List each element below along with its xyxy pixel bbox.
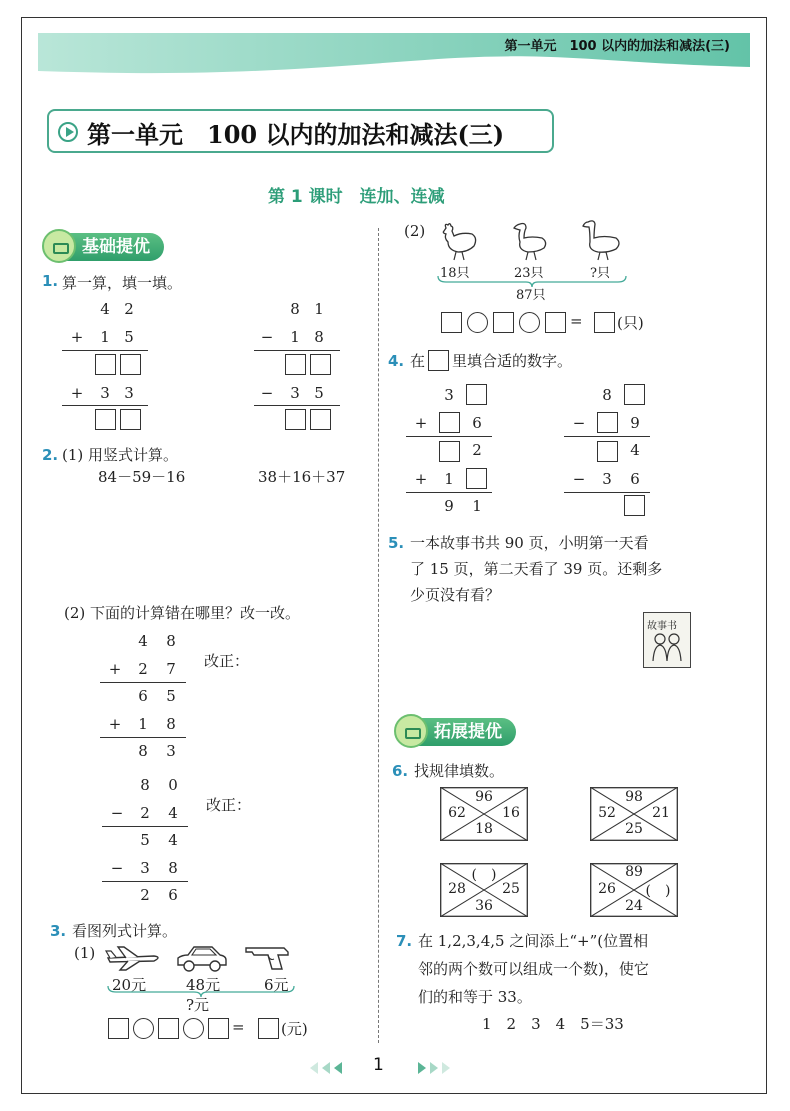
q3-p2-label: (2) (404, 222, 426, 240)
q1-text: 算一算，填一填。 (62, 274, 183, 292)
column-divider (378, 228, 379, 1043)
unit-title-box (47, 109, 554, 153)
q4-number: 4. (388, 352, 405, 370)
storybook-label: 故事书 (647, 621, 677, 632)
pattern-box-1: 96 62 16 18 (440, 787, 528, 841)
price-gun: 6元 (264, 976, 289, 994)
unit-title: 第一单元 100 以内的加法和减法(三) (87, 120, 505, 149)
q2-expr2: 38＋16＋37 (258, 468, 346, 486)
clipboard-icon (42, 229, 76, 263)
answer-box[interactable] (285, 409, 306, 430)
count-duck: 23只 (514, 266, 544, 281)
total-unknown: ?元 (186, 996, 210, 1014)
car-icon (174, 943, 230, 973)
count-chicken: 18只 (440, 266, 470, 281)
airplane-icon (104, 944, 164, 972)
q7-line1: 在 1,2,3,4,5 之间添上“+”(位置相 (418, 932, 649, 950)
q2-part1: (1) 用竖式计算。 (62, 446, 179, 464)
answer-box[interactable] (95, 354, 116, 375)
q3-number: 3. (50, 922, 67, 940)
answer-box[interactable] (120, 409, 141, 430)
lesson-title: 第 1 课时 连加、连减 (268, 187, 445, 207)
duck-icon (508, 220, 552, 262)
blank-box-example (428, 350, 449, 371)
q7-number: 7. (396, 932, 413, 950)
goose-icon (578, 218, 624, 262)
q7-line2: 邻的两个数可以组成一个数)，使它 (418, 960, 649, 978)
q3-text: 看图列式计算。 (72, 922, 178, 940)
q2-number: 2. (42, 446, 59, 464)
price-car: 48元 (186, 976, 221, 994)
q3-p1-label: (1) (74, 944, 96, 962)
q4-text-a: 在 (410, 352, 426, 370)
section-basic-badge: 基础提优 (44, 233, 164, 261)
q5-line1: 一本故事书共 90 页，小明第一天看 (410, 534, 649, 552)
answer-box[interactable] (95, 409, 116, 430)
q1-number: 1. (42, 272, 59, 290)
storybook-icon (643, 612, 691, 668)
toy-gun-icon (244, 942, 298, 972)
answer-box[interactable] (120, 354, 141, 375)
price-airplane: 20元 (112, 976, 147, 994)
q5-line3: 少页没有看？ (410, 586, 501, 604)
q6-text: 找规律填数。 (414, 762, 505, 780)
q2-expr1: 84－59－16 (98, 468, 186, 486)
q5-line2: 了 15 页，第二天看了 39 页。还剩多 (410, 560, 663, 578)
answer-box[interactable] (310, 409, 331, 430)
fix-label-b: 改正： (206, 796, 252, 814)
q7-line3: 们的和等于 33。 (418, 988, 532, 1006)
q2-part2: (2) 下面的计算错在哪里？改一改。 (64, 604, 301, 622)
play-icon (58, 122, 78, 142)
section-extend-badge: 拓展提优 (396, 718, 516, 746)
q4-text-b: 里填合适的数字。 (452, 352, 573, 370)
running-header: 第一单元 100 以内的加法和减法(三) (504, 39, 730, 54)
q5-number: 5. (388, 534, 405, 552)
count-goose: ?只 (590, 266, 610, 281)
lightbulb-icon (394, 714, 428, 748)
answer-box[interactable] (310, 354, 331, 375)
total-count: 87只 (516, 288, 546, 303)
pattern-box-3: ( ) 28 25 36 (440, 863, 528, 917)
q7-expression: 1 2 3 4 5＝33 (482, 1015, 624, 1033)
page-number: 1 (373, 1055, 384, 1075)
pattern-box-2: 98 52 21 25 (590, 787, 678, 841)
chicken-icon (436, 222, 480, 262)
q6-number: 6. (392, 762, 409, 780)
fix-label-a: 改正： (204, 652, 250, 670)
pattern-box-4: 89 26 ( ) 24 (590, 863, 678, 917)
answer-box[interactable] (285, 354, 306, 375)
